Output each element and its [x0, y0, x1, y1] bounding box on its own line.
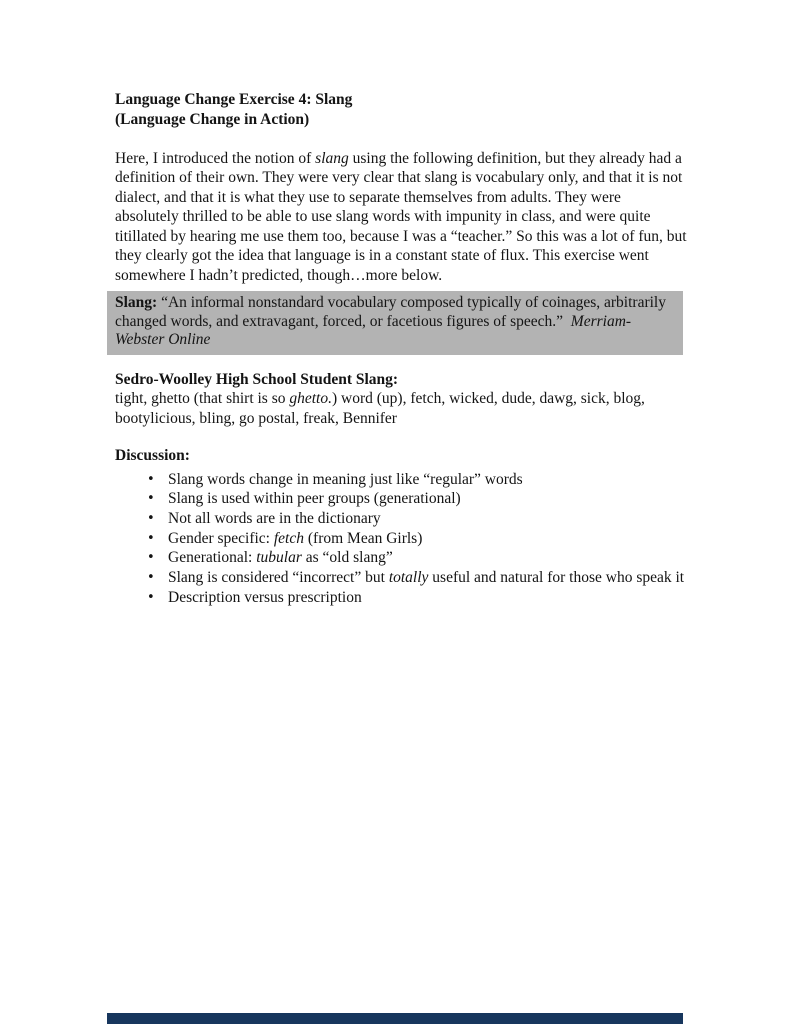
list-item-text: Not all words are in the dictionary — [168, 509, 381, 527]
document-title: Language Change Exercise 4: Slang — [115, 91, 353, 108]
slang-list-text: ) word (up), fetch, wicked, dude, dawg, sick, blog, bootylicious, bling, go postal, freak, Bennifer — [115, 390, 645, 427]
slang-word-list — [115, 389, 687, 428]
slang-italic: slang — [315, 149, 349, 167]
intro-text: using the following definition, but they already had a definition of their own. They were very clear that slang is vocabulary only, and that it is not dialect, and that it is what they use to separate themselves from adults. They were absolutely thrilled to be able to use slang words with impunity in class, and were quite titillated by hearing me use them too, because I was a “teacher.” So this was a lot of fun, but they clearly got the idea that language is in a constant state of flux. This exercise went somewhere I hadn’t predicted, though…more below. — [115, 149, 687, 284]
list-item-text: as “old slang” — [301, 549, 393, 567]
list-item — [115, 489, 687, 509]
list-item-italic: tubular — [256, 549, 302, 567]
document-subtitle: (Language Change in Action) — [115, 110, 310, 128]
list-item — [115, 529, 687, 549]
bullet-icon: • — [147, 471, 155, 487]
list-item-italic: fetch — [273, 529, 304, 547]
list-item-text: Gender specific: — [168, 529, 274, 547]
list-item — [115, 568, 687, 588]
list-item-text: (from Mean Girls) — [304, 529, 423, 547]
list-item-text: useful and natural for those who speak it — [428, 569, 685, 587]
list-item-text: Generational: — [168, 549, 257, 567]
section-heading-student-slang: Sedro-Woolley High School Student Slang: — [115, 370, 399, 388]
section-heading-discussion: Discussion: — [115, 447, 190, 464]
intro-paragraph — [115, 149, 687, 286]
intro-text: Here, I introduced the notion of — [115, 149, 316, 167]
slang-list-text: tight, ghetto (that shirt is so — [115, 390, 290, 407]
bullet-icon: • — [147, 550, 155, 566]
list-item — [115, 588, 687, 608]
ghetto-italic: ghetto. — [289, 390, 332, 407]
list-item-text: Slang is considered “incorrect” but — [168, 569, 389, 587]
list-item-italic: totally — [388, 569, 429, 587]
list-item-text: Slang is used within peer groups (generational) — [168, 490, 461, 508]
bullet-icon: • — [147, 530, 155, 546]
list-item — [115, 509, 687, 529]
definition-box — [107, 291, 683, 355]
bullet-icon: • — [147, 510, 155, 526]
bullet-icon: • — [147, 570, 155, 586]
discussion-list — [115, 470, 687, 608]
definition-text: “An informal nonstandard vocabulary composed typically of coinages, arbitrarily changed words, and extravagant, forced, or facetious figures of speech.” — [115, 294, 666, 330]
definition-term: Slang: — [115, 294, 158, 311]
bullet-icon: • — [147, 491, 155, 507]
list-item-text: Description versus prescription — [168, 588, 362, 606]
footer-bar — [107, 1013, 683, 1024]
bullet-icon: • — [147, 589, 155, 605]
list-item — [115, 548, 687, 568]
list-item-text: Slang words change in meaning just like “regular” words — [168, 470, 523, 488]
document-content — [115, 90, 687, 607]
list-item — [115, 470, 687, 490]
definition-source: Merriam-Webster Online — [115, 312, 632, 348]
